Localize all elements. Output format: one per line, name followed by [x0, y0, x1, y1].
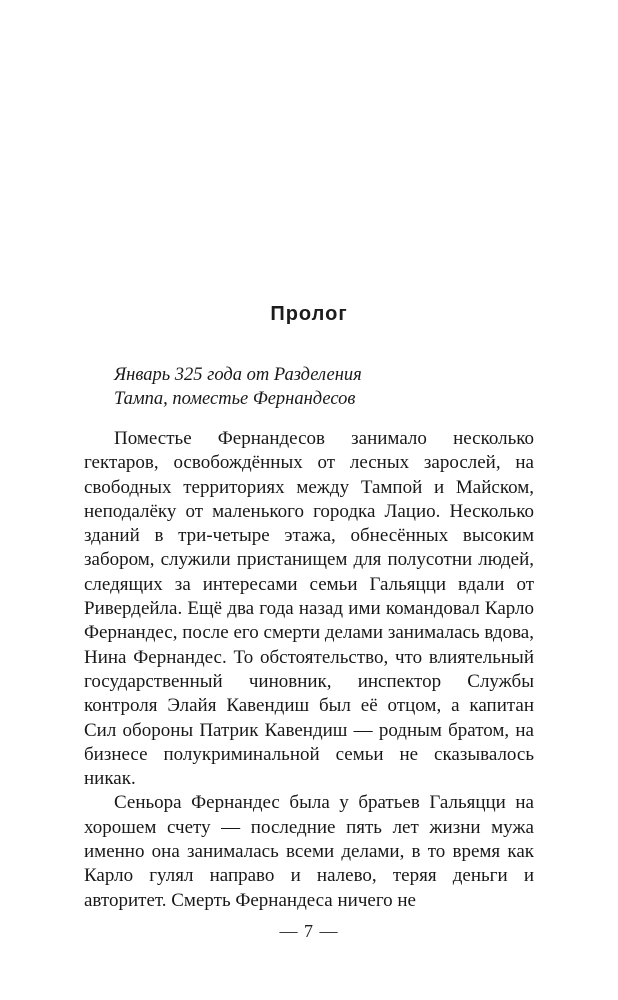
- page-number: — 7 —: [279, 921, 339, 941]
- paragraph: Сеньора Фернандес была у братьев Гальяцци на хорошем счету — последние пять лет жизни мужа именно она занималась всеми делами, в то время как Карло гулял направо и налево, теряя деньги и авторитет. Смерть Фернандеса ничего не: [84, 792, 534, 911]
- epigraph-line-place: Тампа, поместье Фернандесов: [114, 389, 356, 409]
- paragraph: Поместье Фернандесов занимало несколько гектаров, освобождённых от лесных зарослей, на свободных территориях между Тампой и Майском, неподалёку от маленького городка Лацио. Несколько зданий в три-четыре этажа, обнесённых высоким забором, служили пристанищем для полусотни людей, следящих за интересами семьи Гальяцци вдали от Ривердейла. Ещё два года назад ими командовал Карло Фернандес, после его смерти делами занималась вдова, Нина Фернандес. То обстоятельство, что влиятельный государственный чиновник, инспектор Службы контроля Элайя Кавендиш был её отцом, а капитан Сил обороны Патрик Кавендиш — родным братом, на бизнесе полукриминальной семьи не сказывалось никак.: [84, 428, 534, 790]
- epigraph-line-date: Январь 325 года от Разделения: [114, 365, 362, 385]
- chapter-heading: Пролог: [270, 303, 348, 325]
- body-text: [84, 427, 534, 913]
- epigraph: [84, 363, 534, 411]
